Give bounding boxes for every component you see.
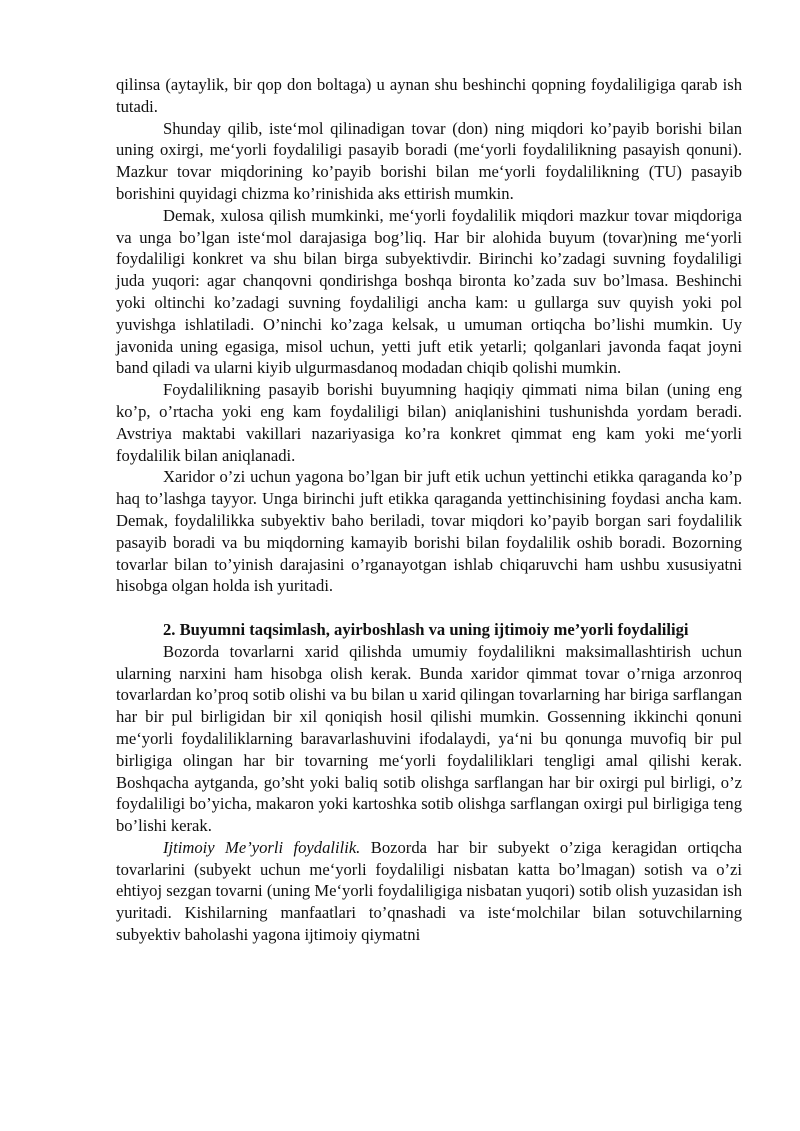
section-heading: 2. Buyumni taqsimlash, ayirboshlash va uning ijtimoiy me’yorli foydaliligi — [163, 619, 689, 639]
paragraph-gap — [116, 597, 742, 619]
document-page — [116, 74, 742, 946]
paragraph-7-lead: Ijtimoiy Me’yorli foydalilik. — [163, 837, 361, 857]
paragraph-1: qilinsa (aytaylik, bir qop don boltaga) u aynan shu beshinchi qopning foydaliligiga qarab ish tutadi. — [116, 75, 742, 116]
paragraph-6: Bozorda tovarlarni xarid qilishda umumiy foydalilikni maksimallashtirish uchun ularning narxini ham hisobga olish kerak. Bunda xaridor qimmat tovar o’rniga arzonroq tovarlardan ko’proq sotib olishi va bu bilan u xarid qilingan tovarlarning har biriga sarflangan har bir pul birligidan bir xil qoniqish hosil qilishi mumkin. Gossenning ikkinchi qonuni me‘yorli foydaliliklarning baravarlashuvini ifodalaydi, ya‘ni bu qonunga muvofiq bir pul birligiga olingan har bir tovarning me‘yorli foydaliliklari tengligi amal qilishi kerak. Boshqacha aytganda, go’sht yoki baliq sotib olishga sarflangan har bir oxirgi pul birligi, o’z foydaliligi bo’yicha, makaron yoki kartoshka sotib olishga sarflangan oxirgi pul birligiga teng bo’lishi kerak. — [116, 641, 742, 836]
paragraph-7 — [116, 837, 742, 946]
paragraph-7-text: Bozorda har bir subyekt o’ziga keragidan ortiqcha tovarlarini (subyekt uchun me‘yorli foydaliligi nisbatan katta bo’lmagan) sotish va o’zi ehtiyoj sezgan tovarni (uning Me‘yorli foydaliligiga nisbatan yuqori) sotib olish yuzasidan ish yuritadi. Kishilarning manfaatlari to’qnashadi va iste‘molchilar bilan sotuvchilarning subyektiv baholashi yagona ijtimoiy qiymatni — [116, 837, 742, 945]
paragraph-5: Xaridor o’zi uchun yagona bo’lgan bir juft etik uchun yettinchi etikka qaraganda ko’p haq to’lashga tayyor. Unga birinchi juft etikka qaraganda yettinchisining foydasi ancha kam. Demak, foydalilikka subyektiv baho beriladi, tovar miqdori ko’payib borgan sari foydalilik pasayib boradi va bu miqdorning kamayib borishi bilan foydalilik oshib boradi. Bozorning tovarlar bilan to’yinish darajasini o’rganayotgan ishlab chiqaruvchi ham ushbu xususiyatni hisobga olgan holda ish yuritadi. — [116, 467, 742, 596]
paragraph-3: Demak, xulosa qilish mumkinki, me‘yorli foydalilik miqdori mazkur tovar miqdoriga va unga bo’lgan iste‘mol darajasiga bog’liq. Har bir alohida buyum (tovar)ning me‘yorli foydaliligi konkret va shu bilan birga subyektivdir. Birinchi ko’zadagi suvning foydaliligi juda yuqori: agar chanqovni qondirishga boshqa bironta ko’zada suv bo’lmasa. Beshinchi yoki oltinchi ko’zadagi suvning foydaliligi ancha kam: u gullarga suv quyish yoki pol yuvishga ishlatiladi. O’ninchi ko’zaga kelsak, u umuman ortiqcha bo’lishi mumkin. Uy javonida uning egasiga, misol uchun, yetti juft etik yetarli; qolganlari javonda faqat joyni band qiladi va ularni kiyib ulgurmasdanoq modadan chiqib qolishi mumkin. — [116, 205, 742, 378]
paragraph-4: Foydalilikning pasayib borishi buyumning haqiqiy qimmati nima bilan (uning eng ko’p, o’rtacha yoki eng kam foydaliligi bilan) aniqlanishini tushunishda yordam beradi. Avstriya maktabi vakillari nazariyasiga ko’ra konkret qimmat eng kam yoki me‘yorli foydalilik bilan aniqlanadi. — [116, 380, 742, 465]
paragraph-2: Shunday qilib, iste‘mol qilinadigan tovar (don) ning miqdori ko’payib borishi bilan uning oxirgi, me‘yorli foydaliligi pasayib boradi (me‘yorli foydalilikning pasayish qonuni). Mazkur tovar miqdorining ko’payib borishi bilan me‘yorli foydalilikning (TU) pasayib borishini quyidagi chizma ko’rinishida aks ettirish mumkin. — [116, 118, 742, 203]
